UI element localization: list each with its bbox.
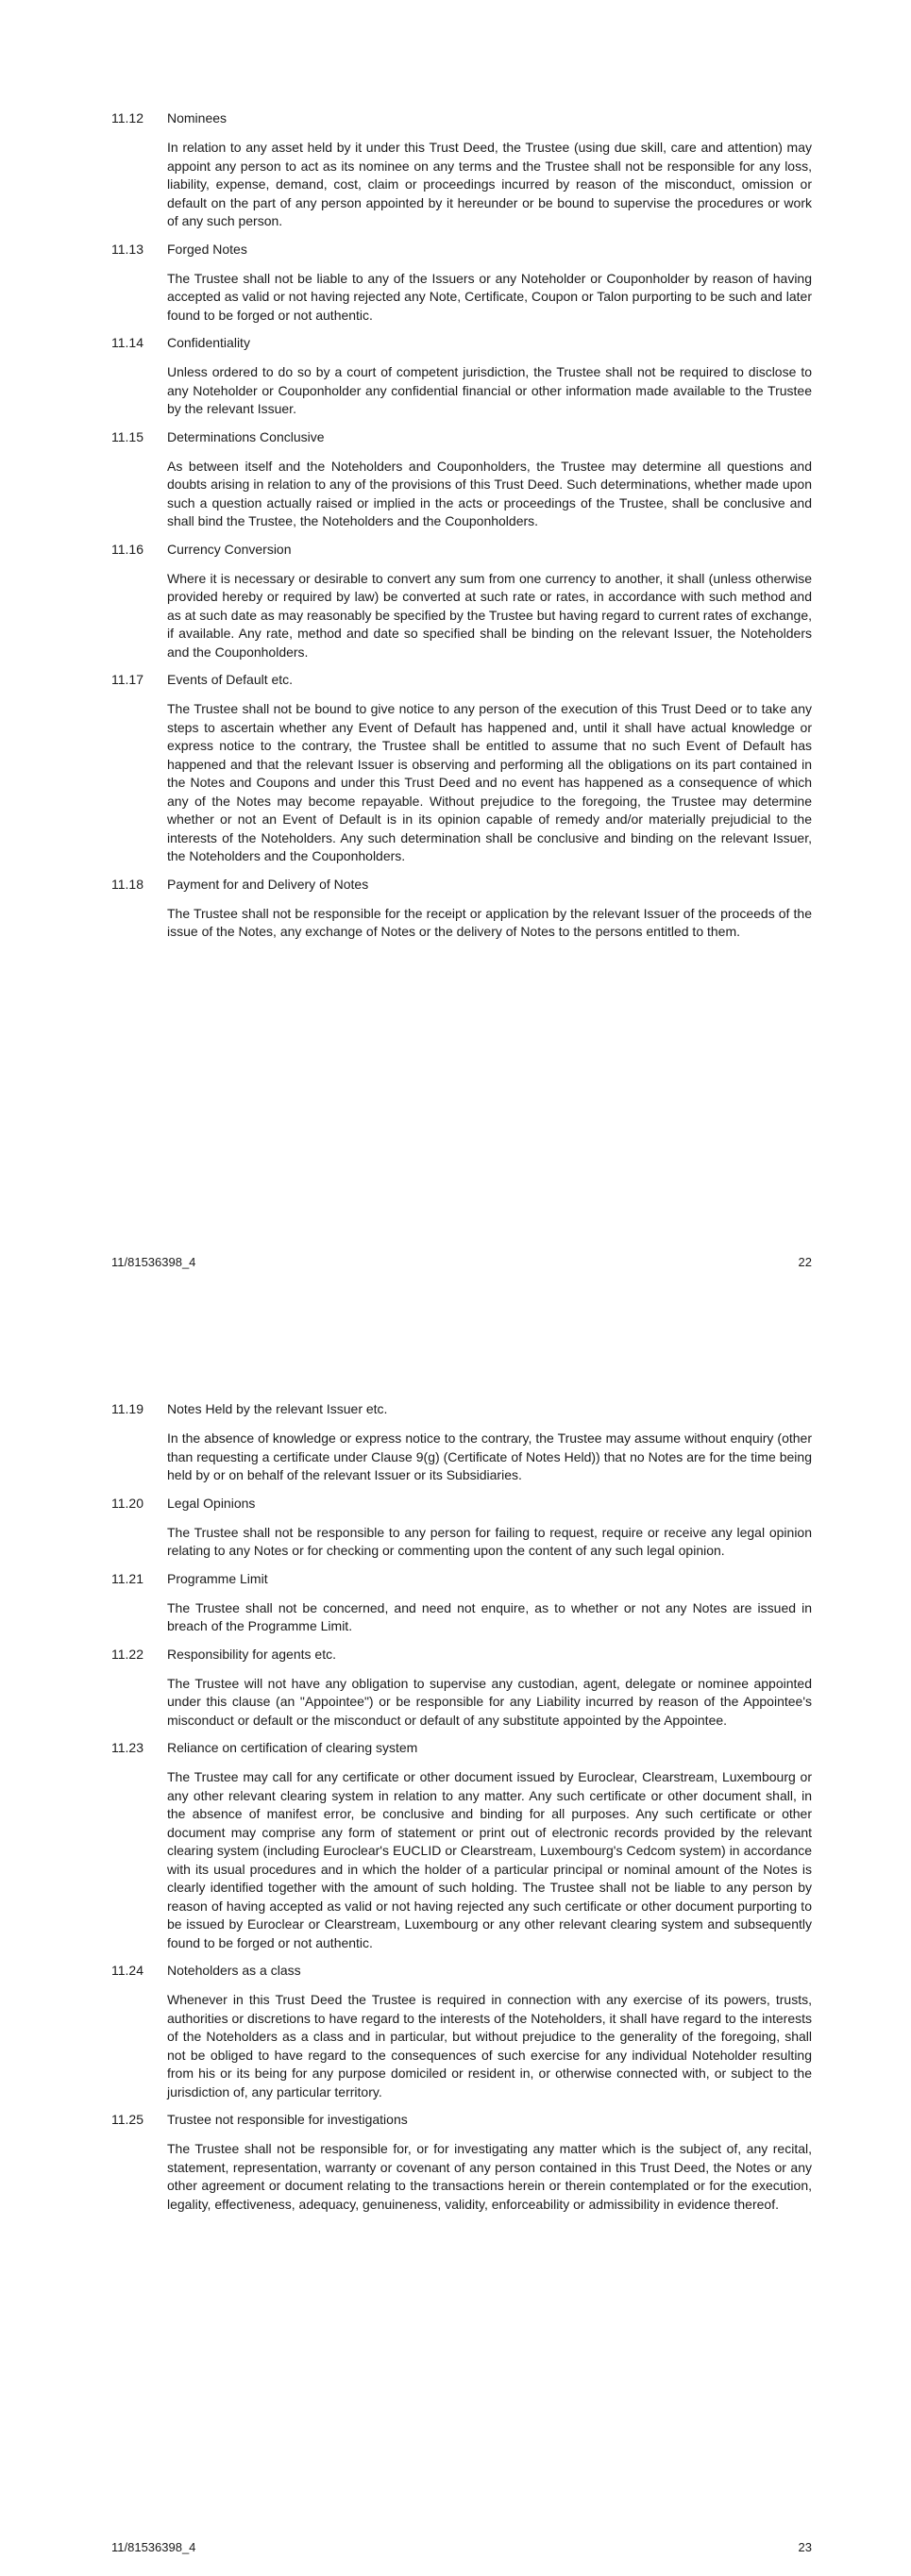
clause-section: [111, 1400, 812, 1485]
clause-body: As between itself and the Noteholders and Couponholders, the Trustee may determine all questions and doubts arising in relation to any of the provisions of this Trust Deed. Such determinations, whether made upon such a question actually raised or implied in the acts or proceedings of the Trustee, shall be conclusive and shall bind the Trustee, the Noteholders and the Couponholders.: [167, 458, 812, 528]
clause-section: [111, 1495, 812, 1561]
clause-heading: [111, 541, 812, 560]
clause-section: [111, 671, 812, 866]
footer-document-ref: 11/81536398_4: [111, 1255, 196, 1269]
clause-body: The Trustee shall not be responsible for the receipt or application by the relevant Issuer of the proceeds of the issue of the Notes, any exchange of Notes or the delivery of Notes to the persons entitled to them.: [167, 905, 812, 939]
clause-number: 11.25: [111, 2112, 143, 2127]
clause-title: Confidentiality: [167, 335, 250, 350]
clause-heading: [111, 1400, 812, 1419]
clause-heading: [111, 334, 812, 353]
clause-body: The Trustee shall not be responsible to any person for failing to request, require or receive any legal opinion relating to any Notes or for checking or commenting upon the content of any such legal opinion.: [167, 1524, 812, 1558]
clause-body: The Trustee shall not be bound to give notice to any person of the execution of this Trust Deed or to take any steps to ascertain whether any Event of Default has happened and, until it shall have actual knowledge or express notice to the contrary, the Trustee shall be entitled to assume that no such Event of Default has happened and that the relevant Issuer is observing and performing all the obligations on its part contained in the Notes and Coupons and under this Trust Deed and no event has happened as a consequence of which any of the Notes may become repayable. Without prejudice to the foregoing, the Trustee may determine whether or not an Event of Default is in its opinion capable of remedy and/or materially prejudicial to the interests of the Noteholders. Any such determination shall be conclusive and binding on the relevant Issuer, the Noteholders and the Couponholders.: [167, 701, 812, 863]
clause-body: Where it is necessary or desirable to convert any sum from one currency to another, it shall (unless otherwise provided hereby or required by law) be converted at such rate or rates, in accordance with such method and as at such date as may reasonably be specified by the Trustee but having regard to current rates of exchange, if available. Any rate, method and date so specified shall be binding on the relevant Issuer, the Noteholders and the Couponholders.: [167, 570, 812, 660]
clause-title: Noteholders as a class: [167, 1963, 301, 1978]
clause-number: 11.13: [111, 241, 143, 257]
clause-title: Responsibility for agents etc.: [167, 1646, 336, 1662]
clause-section: [111, 876, 812, 942]
clause-body: Unless ordered to do so by a court of competent jurisdiction, the Trustee shall not be required to disclose to any Noteholder or Couponholder any confidential financial or other information made available to the Trustee by the relevant Issuer.: [167, 364, 812, 416]
clause-body: The Trustee may call for any certificate or other document issued by Euroclear, Clearstream, Luxembourg or any other relevant clearing system in relation to any matter. Any such certificate or other document shall, in the absence of manifest error, be conclusive and binding for all purposes. Any such certificate or other document may comprise any form of statement or print out of electronic records provided by the relevant clearing system (including Euroclear's EUCLID or Clearstream, Luxembourg's Cedcom system) in accordance with its usual procedures and in which the holder of a particular principal or nominal amount of the Notes is clearly identified together with the amount of such holding. The Trustee shall not be liable to any person by reason of having accepted as valid or not having rejected any such certificate or other document purporting to be issued by Euroclear or Clearstream, Luxembourg or any other relevant clearing system and subsequently found to be forged or not authentic.: [167, 1769, 812, 1950]
footer-document-ref: 11/81536398_4: [111, 2540, 196, 2554]
clause-title: Reliance on certification of clearing system: [167, 1740, 418, 1755]
clause-number: 11.16: [111, 541, 143, 557]
footer-page-number: 23: [798, 2540, 812, 2554]
clause-heading: [111, 1739, 812, 1758]
clause-heading: [111, 1495, 812, 1514]
page-22-sections: [111, 109, 812, 951]
clause-title: Nominees: [167, 110, 228, 125]
clause-heading: [111, 1570, 812, 1589]
clause-title: Determinations Conclusive: [167, 428, 325, 444]
clause-section: [111, 1739, 812, 1952]
clause-number: 11.12: [111, 110, 143, 125]
clause-title: Programme Limit: [167, 1570, 268, 1586]
clause-number: 11.23: [111, 1740, 143, 1755]
clause-section: [111, 428, 812, 531]
clause-body: The Trustee shall not be concerned, and need not enquire, as to whether or not any Notes are issued in breach of the Programme Limit.: [167, 1599, 812, 1633]
clause-title: Currency Conversion: [167, 541, 292, 557]
clause-number: 11.17: [111, 672, 143, 687]
clause-heading: [111, 671, 812, 690]
clause-number: 11.14: [111, 335, 143, 350]
clause-section: [111, 1570, 812, 1636]
footer-page-number: 22: [798, 1255, 812, 1269]
clause-number: 11.21: [111, 1570, 143, 1586]
clause-body: The Trustee will not have any obligation to supervise any custodian, agent, delegate or nominee appointed under this clause (an "Appointee") or be responsible for any Liability incurred by reason of the Appointee's misconduct or default or the misconduct or default of any substitute appointed by the Appointee.: [167, 1675, 812, 1728]
clause-heading: [111, 1962, 812, 1981]
clause-title: Events of Default etc.: [167, 672, 294, 687]
page-22-footer: [111, 1253, 812, 1272]
clause-number: 11.22: [111, 1646, 143, 1662]
clause-body: The Trustee shall not be liable to any of the Issuers or any Noteholder or Couponholder by reason of having accepted as valid or not having rejected any Note, Certificate, Coupon or Talon purporting to be such and later found to be forged or not authentic.: [167, 270, 812, 323]
clause-title: Trustee not responsible for investigations: [167, 2112, 408, 2127]
clause-title: Legal Opinions: [167, 1495, 256, 1511]
clause-title: Forged Notes: [167, 241, 247, 257]
clause-title: Notes Held by the relevant Issuer etc.: [167, 1401, 388, 1416]
clause-section: [111, 541, 812, 662]
clause-body: In relation to any asset held by it under this Trust Deed, the Trustee (using due skill, care and attention) may appoint any person to act as its nominee on any terms and the Trustee shall not be responsible for any loss, liability, expense, demand, cost, claim or proceedings incurred by reason of the misconduct, omission or default on the part of any person appointed by it hereunder or be bound to supervise the procedures or work of any such person.: [167, 140, 812, 228]
clause-section: [111, 1646, 812, 1731]
clause-section: [111, 334, 812, 419]
clause-heading: [111, 2111, 812, 2130]
clause-number: 11.24: [111, 1963, 143, 1978]
clause-heading: [111, 876, 812, 895]
clause-heading: [111, 241, 812, 259]
clause-title: Payment for and Delivery of Notes: [167, 876, 369, 892]
clause-heading: [111, 428, 812, 447]
clause-body: In the absence of knowledge or express notice to the contrary, the Trustee may assume without enquiry (other than requesting a certificate under Clause 9(g) (Certificate of Notes Held)) that no Notes are for the time being held by or on behalf of the relevant Issuer or its Subsidiaries.: [167, 1430, 812, 1482]
page-23-sections: [111, 1400, 812, 2223]
page-23-footer: [111, 2538, 812, 2557]
clause-number: 11.20: [111, 1495, 143, 1511]
clause-number: 11.18: [111, 876, 143, 892]
clause-number: 11.15: [111, 428, 143, 444]
clause-number: 11.19: [111, 1401, 143, 1416]
clause-heading: [111, 1646, 812, 1664]
clause-heading: [111, 109, 812, 128]
clause-section: [111, 1962, 812, 2101]
clause-section: [111, 109, 812, 231]
clause-body: The Trustee shall not be responsible for, or for investigating any matter which is the subject of, any recital, statement, representation, warranty or covenant of any person contained in this Trust Deed, the Notes or any other agreement or document relating to the transactions herein or therein contemplated or for the execution, legality, effectiveness, adequacy, genuineness, validity, enforceability or admissibility in evidence thereof.: [167, 2141, 812, 2212]
clause-section: [111, 2111, 812, 2214]
clause-section: [111, 241, 812, 326]
clause-body: Whenever in this Trust Deed the Trustee is required in connection with any exercise of its powers, trusts, authorities or discretions to have regard to the interests of the Noteholders, it shall have regard to the interests of the Noteholders as a class and in particular, but without prejudice to the generality of the foregoing, shall not be obliged to have regard to the consequences of such exercise for any individual Noteholder resulting from his or its being for any purpose domiciled or resident in, or otherwise connected with, or subject to the jurisdiction of, any particular territory.: [167, 1992, 812, 2099]
